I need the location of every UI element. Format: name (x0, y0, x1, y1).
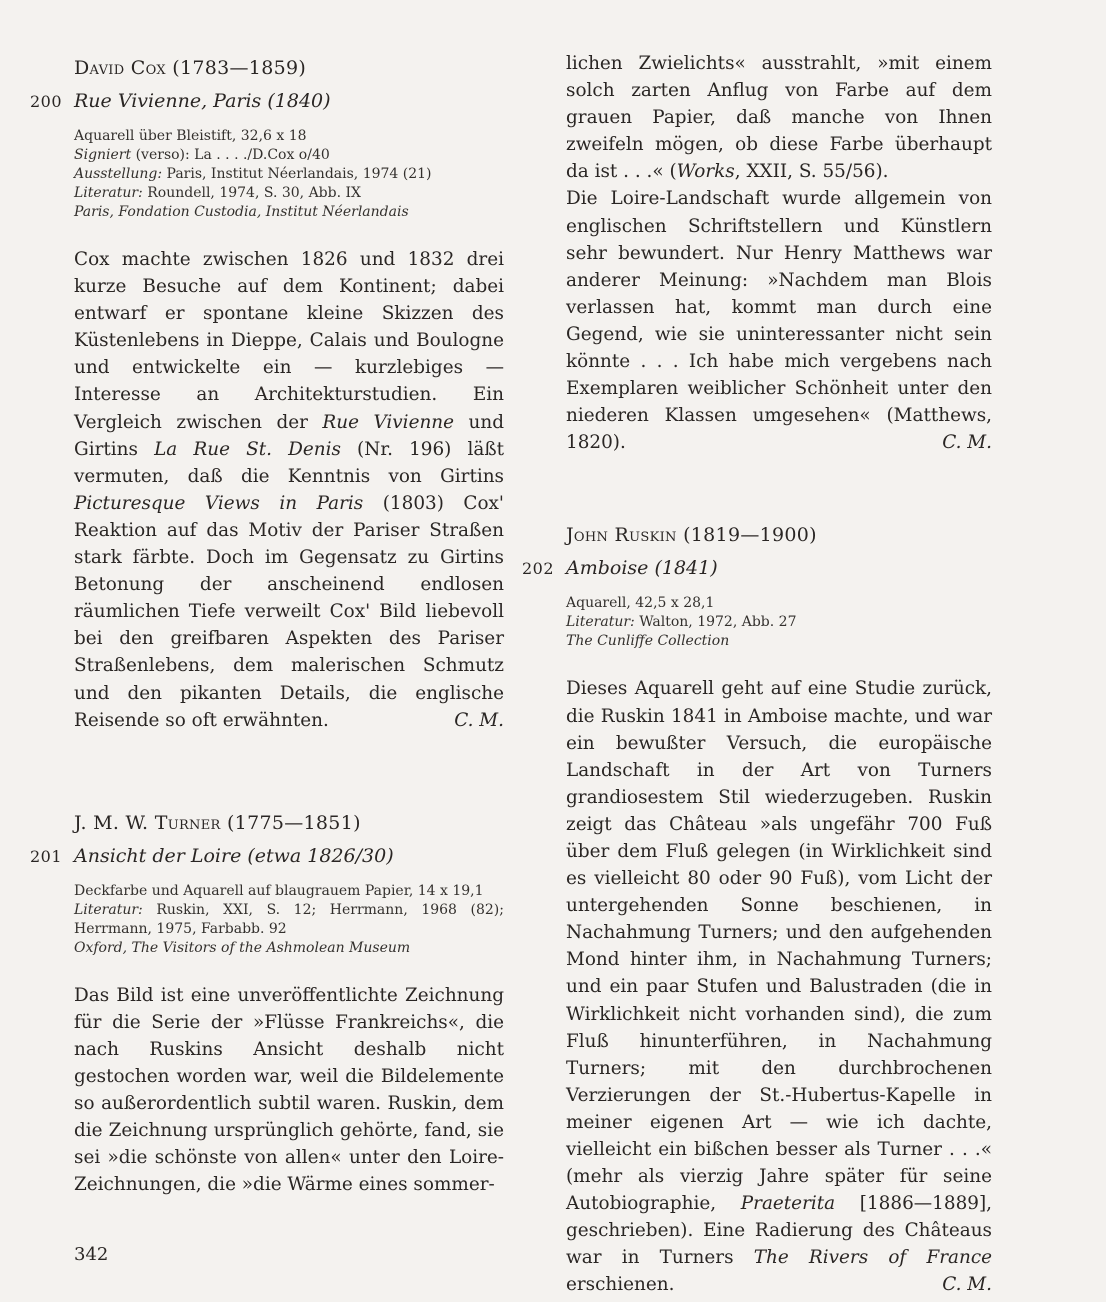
entry-title: Amboise (1841) (566, 557, 718, 580)
artist-name: David Cox (74, 57, 166, 79)
exhibition-line: Ausstellung: Paris, Institut Néerlandais, 1974 (21) (74, 166, 432, 182)
entry-text-201: Das Bild ist eine unveröffentlichte Zeichnung für die Serie der »Flüsse Frankreichs«, die nach Ruskins Ansicht deshalb nicht gestochen worden war, weil die Bildelemente so außerordentlich subtil waren. Ruskin, dem die Zeichnung ursprünglich gehörte, fand, sie sei »die schönste von allen« unter den Loire-Zeichnungen, die »die Wärme eines sommer- (74, 984, 504, 1196)
medium-line: Aquarell, 42,5 x 28,1 (566, 595, 715, 612)
entry-heading-202 (522, 556, 992, 580)
entry-metadata-200 (74, 127, 504, 222)
entry-heading-201 (30, 844, 504, 868)
artist-dates: (1775—1851) (226, 811, 361, 834)
entry-number: 202 (522, 559, 555, 579)
entry-text-201-continued: lichen Zwielichts« ausstrahlt, »mit einem solch zarten Anflug von Farbe auf dem grauen Papier, daß manche von Ihnen zweifeln mögen, ob diese Farbe überhaupt da ist . . .« (Works, XXII, S. 55/56). Die Loire-Landschaft wurde allgemein von englischen Schriftstellern und Künstlern sehr bewundert. Nur Henry Matthews war anderer Meinung: »Nachdem man Blois verlassen hat, kommt man durch eine Gegend, wie sie uninteressanter nicht sein könnte . . . Ich habe mich vergebens nach Exemplaren weiblicher Schönheit unter den niederen Klassen umgesehen« (Matthews, 1820). C. M. (566, 50, 992, 456)
literature-line: Literatur: Walton, 1972, Abb. 27 (566, 614, 797, 631)
literature-line: Literatur: Ruskin, XXI, S. 12; Herrmann, 1968 (82); Herrmann, 1975, Farbabb. 92 (74, 901, 504, 937)
artist-name: John Ruskin (566, 524, 677, 547)
entry-text-200: Cox machte zwischen 1826 und 1832 drei kurze Besuche auf dem Kontinent; dabei entwarf er spontane kleine Skizzen des Küstenlebens in Dieppe, Calais und Boulogne und entwickelte ein — kurzlebiges — Interesse an Architekturstudien. Ein Vergleich zwischen der Rue Vivienne und Girtins La Rue St. Denis (Nr. 196) läßt vermuten, daß die Kenntnis von Girtins Picturesque Views in Paris (1803) Cox' Reaktion auf das Motiv der Pariser Straßen stark färbte. Doch im Gegensatz zu Girtins Betonung der anscheinend endlosen räumlichen Tiefe verweilt Cox' Bild liebevoll bei den greifbaren Aspekten des Pariser Straßenlebens, dem malerischen Schmutz und den pikanten Details, die englische Reisende so oft erwähnten. C. M. (74, 246, 504, 734)
collection-line: Oxford, The Visitors of the Ashmolean Museum (74, 939, 411, 956)
signature-line: Signiert (verso): La . . . ./D.Cox o/40 (74, 147, 330, 163)
medium-line: Aquarell über Bleistift, 32,6 x 18 (74, 128, 307, 144)
left-column (30, 55, 505, 1198)
entry-text-202: Dieses Aquarell geht auf eine Studie zurück, die Ruskin 1841 in Amboise machte, und war ein bewußter Versuch, die europäische Landschaft in der Art von Turners grandiosestem Stil wiederzugeben. Ruskin zeigt das Château »als ungefähr 700 Fuß über dem Fluß gelegen (in Wirklichkeit sind es vielleicht 80 oder 90 Fuß), vom Licht der untergehenden Sonne beschienen, in Nachahmung Turners; und den aufgehenden Mond hinter ihm, in Nachahmung Turners; und ein paar Stufen und Balustraden (die in Wirklichkeit nicht vorhanden sind), die zum Fluß hinunterführen, in Nachahmung Turners; mit den durchbrochenen Verzierungen der St.-Hubertus-Kapelle in meiner eigenen Art — wie ich dachte, vielleicht ein bißchen besser als Turner . . .« (mehr als vierzig Jahre später für seine Autobiographie, Praeterita [1886—1889], geschrieben). Eine Radierung des Châteaus war in Turners The Rivers of France erschienen. C. M. (566, 675, 992, 1298)
literature-line: Literatur: Roundell, 1974, S. 30, Abb. IX (74, 185, 362, 201)
entry-metadata-202 (566, 594, 992, 651)
collection-line: The Cunliffe Collection (566, 633, 730, 650)
artist-heading-ruskin (566, 522, 992, 548)
author-signature: C. M. (942, 1274, 992, 1296)
entry-number: 201 (30, 846, 63, 866)
entry-metadata-201 (74, 882, 504, 958)
artist-heading-cox (74, 55, 504, 81)
author-signature: C. M. (454, 709, 504, 731)
collection-line: Paris, Fondation Custodia, Institut Néerlandais (74, 204, 409, 220)
entry-number: 200 (30, 92, 63, 111)
right-column (522, 50, 992, 1299)
entry-heading-200 (30, 89, 504, 113)
medium-line: Deckfarbe und Aquarell auf blaugrauem Papier, 14 x 19,1 (74, 882, 484, 899)
page-number: 342 (74, 1244, 109, 1265)
artist-dates: (1783—1859) (172, 57, 307, 79)
author-signature: C. M. (942, 432, 992, 454)
artist-dates: (1819—1900) (683, 524, 817, 547)
artist-heading-turner (74, 810, 504, 836)
entry-title: Ansicht der Loire (etwa 1826/30) (74, 844, 394, 867)
artist-name: J. M. W. Turner (74, 811, 221, 834)
entry-title: Rue Vivienne, Paris (1840) (74, 90, 331, 112)
